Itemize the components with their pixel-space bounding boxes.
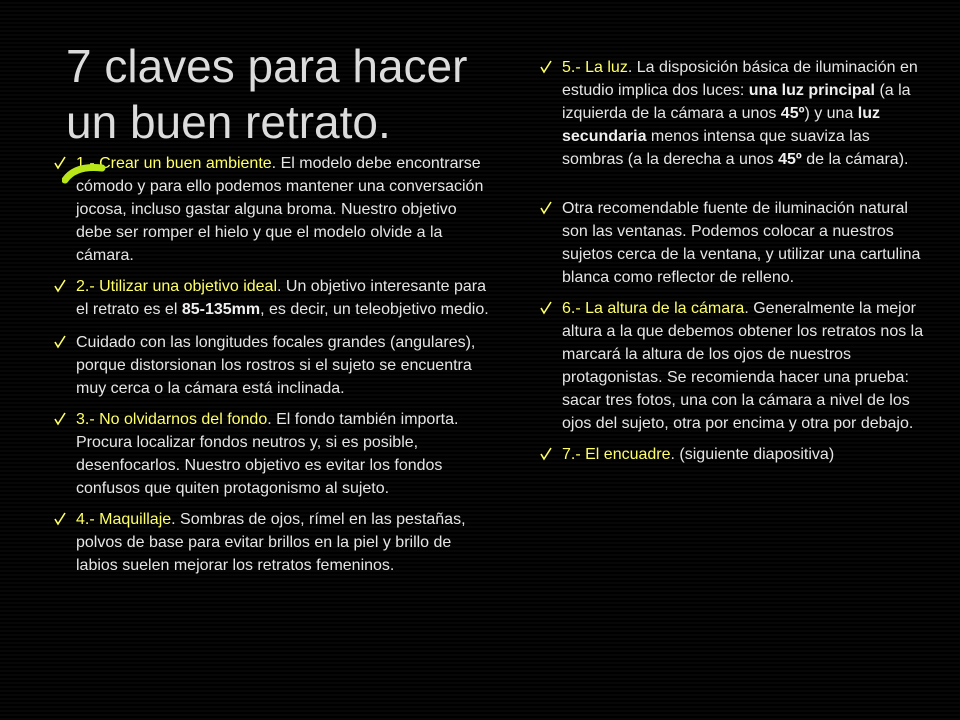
bullet-5 [54, 508, 496, 577]
bullet-4 [54, 408, 496, 500]
bullet-text: Otra recomendable fuente de iluminación natural son las ventanas. Podemos colocar a nuestros sujetos cerca de la ventana, y utilizar una cartulina blanca como reflector de relleno. [562, 200, 921, 286]
bullet-bold: 45º [780, 105, 805, 122]
bullet-bold: 85-135mm [181, 301, 261, 318]
bullet-key: 4.- Maquillaje [76, 511, 172, 528]
bullet-3 [54, 331, 496, 400]
checkmark-icon [54, 412, 64, 426]
bullet-9 [540, 443, 924, 466]
bullet-key: 2.- Utilizar una objetivo ideal [76, 278, 277, 295]
checkmark-icon [54, 335, 64, 349]
bullet-bold: 45º [778, 151, 802, 168]
slide-title: 7 claves para hacer un buen retrato. [66, 40, 468, 148]
bullet-text: Cuidado con las longitudes focales grandes (angulares), porque distorsionan los rostros si el sujeto se encuentra muy cerca o la cámara está inclinada. [76, 334, 476, 397]
checkmark-icon [540, 447, 550, 461]
bullet-2 [54, 275, 496, 321]
bullet-text: . El modelo debe encontrarse cómodo y para ello podemos mantener una conversación jocosa, incluso gastar alguna broma. Nuestro objetivo debe ser romper el hielo y que el modelo olvide a la cámara. [76, 155, 484, 264]
bullet-text: (a la izquierda de la cámara a unos [562, 82, 911, 122]
bullet-text: ) y una [804, 105, 858, 122]
left-column [54, 152, 496, 577]
bullet-text: . La disposición básica de iluminación en estudio implica dos luces: [562, 59, 918, 99]
bullet-text: . (siguiente diapositiva) [670, 446, 835, 463]
checkmark-icon [54, 279, 64, 293]
right-column [540, 56, 924, 466]
bullet-bold: una luz principal [748, 82, 875, 99]
bullet-text: . El fondo también importa. Procura localizar fondos neutros y, si es posible, desenfocarlos. Nuestro objetivo es evitar los fondos confusos que quiten protagonismo al sujeto. [76, 411, 459, 497]
bullet-key: 6.- La altura de la cámara [562, 300, 745, 317]
bullet-7 [540, 197, 924, 289]
checkmark-icon [54, 512, 64, 526]
bullet-key: 5.- La luz [562, 59, 628, 76]
bullet-8 [540, 297, 924, 435]
highlighter-mark [62, 160, 106, 184]
bullet-bold: luz secundaria [562, 105, 881, 145]
checkmark-icon [540, 60, 550, 74]
checkmark-icon [540, 301, 550, 315]
bullet-text: . Un objetivo interesante para el retrato es el [76, 278, 487, 318]
bullet-text: , es decir, un teleobjetivo medio. [260, 301, 489, 318]
checkmark-icon [540, 201, 550, 215]
bullet-key: 1.- Crear un buen ambiente [76, 155, 272, 172]
bullet-text: de la cámara). [801, 151, 909, 168]
bullet-key: 3.- No olvidarnos del fondo [76, 411, 268, 428]
bullet-text: . Generalmente la mejor altura a la que debemos obtener los retratos nos la marcará la altura de los ojos de nuestros protagonistas. Se recomienda hacer una prueba: sacar tres fotos, una con la cámara a nivel de los ojos del sujeto, otra por encima y otra por debajo. [562, 300, 924, 432]
bullet-text: menos intensa que suaviza las sombras (a la derecha a unos [562, 128, 870, 168]
bullet-1 [54, 152, 496, 267]
bullet-text: . Sombras de ojos, rímel en las pestañas, polvos de base para evitar brillos en la piel y brillo de labios suelen mejorar los retratos femeninos. [76, 511, 466, 574]
bullet-6 [540, 56, 924, 171]
bullet-key: 7.- El encuadre [562, 446, 671, 463]
